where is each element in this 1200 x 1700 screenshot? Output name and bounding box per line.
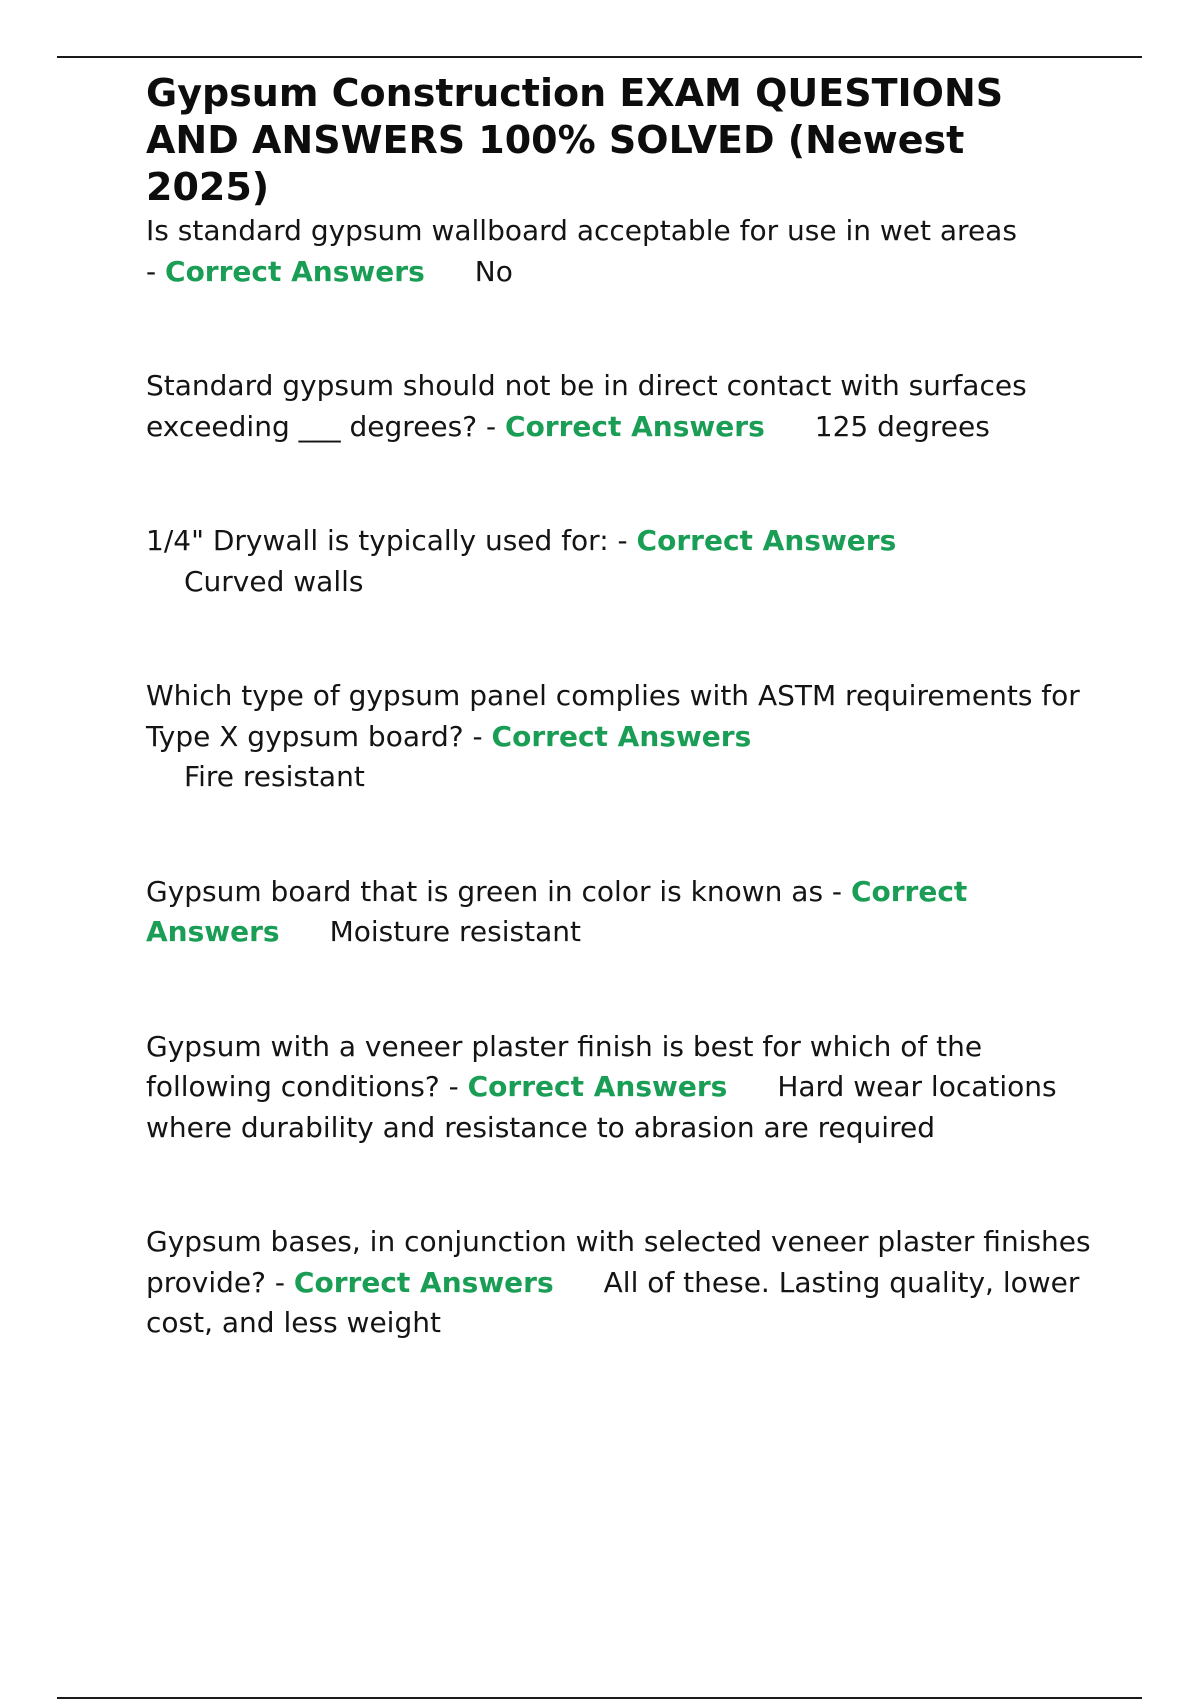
answer-text: No xyxy=(474,254,513,288)
question-text: 1/4" Drywall is typically used for: xyxy=(146,524,609,557)
qa-item xyxy=(146,1027,1096,1149)
separator: - xyxy=(146,254,166,288)
qa-item xyxy=(146,211,1096,292)
correct-answers-label: Correct Answers xyxy=(636,524,897,557)
answer-text: Moisture resistant xyxy=(329,915,581,948)
bottom-rule xyxy=(57,1697,1142,1699)
correct-answers-label: Correct Answers xyxy=(505,409,765,443)
separator: - xyxy=(463,719,492,753)
answer-text: Hard wear locations where durability and resistance to abrasion are required xyxy=(146,1070,1057,1144)
document-body xyxy=(146,70,1096,1344)
top-rule xyxy=(57,56,1142,58)
separator: - xyxy=(439,1070,468,1103)
separator: - xyxy=(477,409,506,443)
question-text: Gypsum board that is green in color is known as xyxy=(146,874,824,908)
answer-text: Fire resistant xyxy=(184,760,365,793)
question-text: Which type of gypsum panel complies with ASTM requirements for Type X gypsum board? xyxy=(146,679,1080,753)
correct-answers-label: Correct Answers xyxy=(491,719,752,753)
document-title: Gypsum Construction EXAM QUESTIONS AND ANSWERS 100% SOLVED (Newest 2025) xyxy=(146,71,1004,209)
qa-item xyxy=(146,872,1096,953)
separator: - xyxy=(823,874,851,908)
question-text: Gypsum with a veneer plaster finish is best for which of the following conditions? xyxy=(146,1029,983,1103)
correct-answers-label: Correct Answers xyxy=(146,874,968,948)
question-text: Gypsum bases, in conjunction with selected veneer plaster finishes provide? xyxy=(146,1225,1091,1299)
qa-item xyxy=(146,676,1096,798)
qa-item xyxy=(146,366,1096,447)
answer-text: Curved walls xyxy=(184,564,364,598)
answer-text: All of these. Lasting quality, lower cost, and less weight xyxy=(146,1265,1080,1339)
qa-item xyxy=(146,521,1096,602)
correct-answers-label: Correct Answers xyxy=(165,254,425,288)
question-text: Is standard gypsum wallboard acceptable for use in wet areas xyxy=(146,214,1017,247)
qa-item xyxy=(146,1222,1096,1344)
separator: - xyxy=(266,1265,294,1299)
answer-text: 125 degrees xyxy=(814,409,990,443)
question-text: Standard gypsum should not be in direct contact with surfaces exceeding ___ degrees? xyxy=(146,369,1027,443)
correct-answers-label: Correct Answers xyxy=(467,1070,728,1103)
separator: - xyxy=(608,524,637,557)
correct-answers-label: Correct Answers xyxy=(293,1265,554,1299)
